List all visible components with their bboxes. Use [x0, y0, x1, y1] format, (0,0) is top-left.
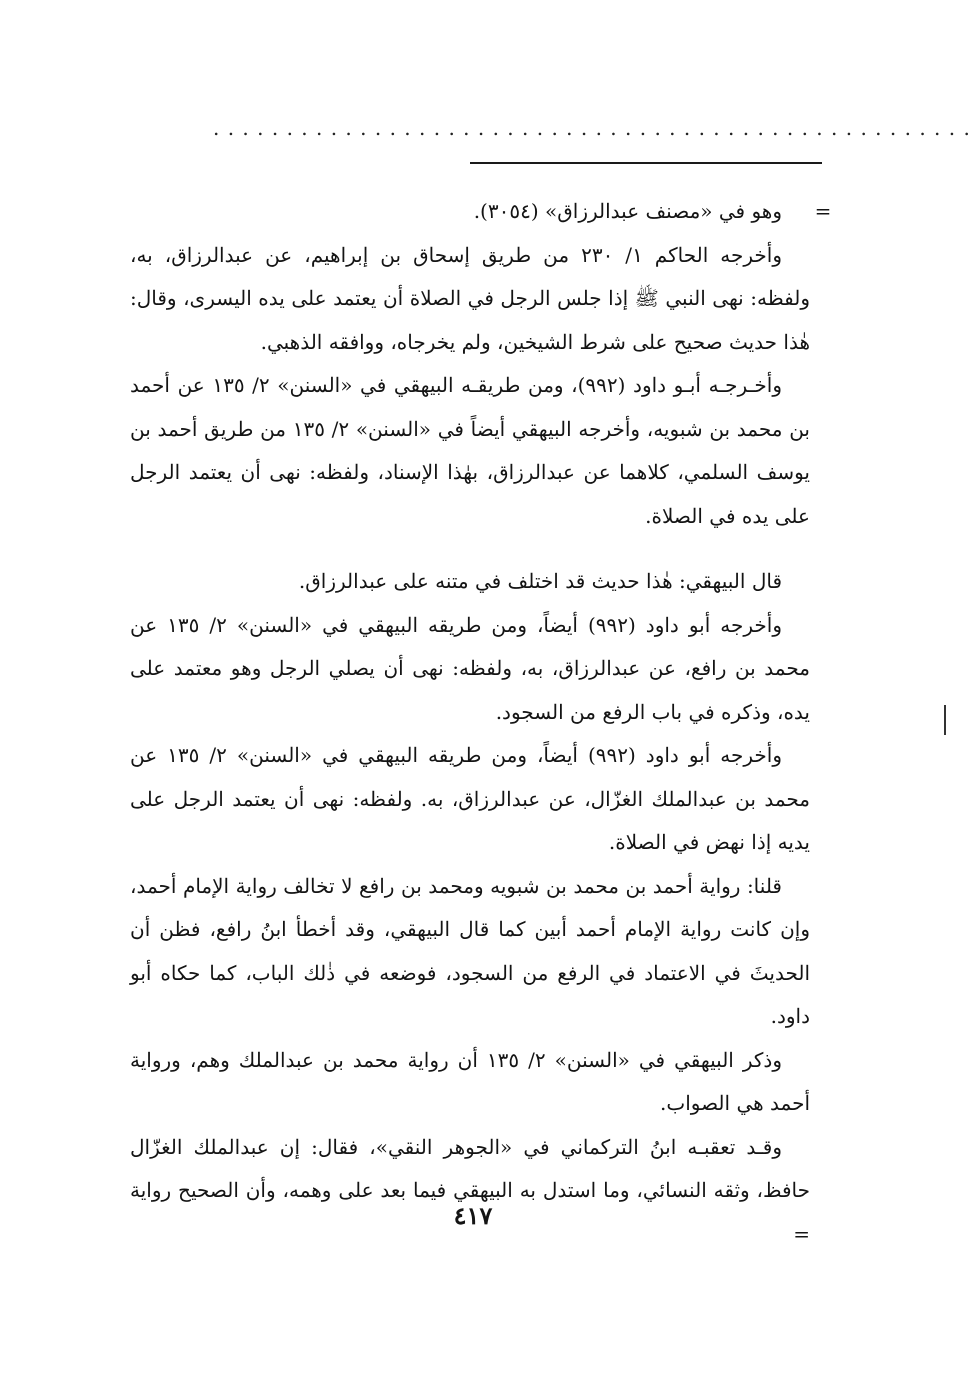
continuation-marker: = — [814, 199, 832, 223]
footnote-text — [130, 190, 810, 1256]
page-number: ٤١٧ — [453, 1201, 493, 1230]
paragraph-ibn-rafi-narration: وأخرجه أبو داود (٩٩٢) أيضاً، ومن طريقه البيهقي في «السنن» ٢/ ١٣٥ عن محمد بن رافع، عن عبدالرزاق، به، ولفظه: نهى أن يصلي الرجل وهو معتمد على يده، وذكره في باب الرفع من السجود. — [130, 612, 810, 724]
paragraph-bayhaqi-comment: قال البيهقي: هٰذا حديث قد اختلف في متنه على عبدالرزاق. — [298, 569, 782, 593]
paragraph-ghazzal-narration: وأخرجه أبو داود (٩٩٢) أيضاً، ومن طريقه البيهقي في «السنن» ٢/ ١٣٥ عن محمد بن عبدالملك الغزّال، عن عبدالرزاق، به. ولفظه: نهى أن يعتمد الرجل على يديه إذا نهض في الصلاة. — [130, 743, 810, 854]
paragraph-abu-dawud-narration: وأخـرجـه أبـو داود (٩٩٢)، ومن طريقـه البيهقي في «السنن» ٢/ ١٣٥ عن أحمد بن محمد بن شبويه، وأخرجه البيهقي أيضاً في «السنن» ٢/ ١٣٥ من طريق أحمد بن يوسف السلمي، كلاهما عن عبدالرزاق، بهٰذا الإسناد، ولفظه: نهى أن يعتمد الرجل على يده في الصلاة. — [130, 373, 810, 528]
paragraph-hakim-narration: وأخرجه الحاكم ١/ ٢٣٠ من طريق إسحاق بن إبراهيم، عن عبدالرزاق، به، ولفظه: نهى النبي ﷺ إذا جلس الرجل في الصلاة أن يعتمد على يده اليسرى، وقال: هٰذا حديث صحيح على شرط الشيخين، ولم يخرجاه، ووافقه الذهبي. — [130, 242, 811, 354]
footnote-separator-dots: . . . . . . . . . . . . . . . . . . . . . . . . . . . . . . . . . . . . . . . . . . . . . . . . . . . . — [213, 116, 971, 140]
footnote-separator-rule — [470, 162, 822, 164]
paragraph-turkmani-rebuttal: وقـد تعقبـه ابنُ التركماني في «الجوهر النقي»، فقال: إن عبدالملك الغزّال حافظ، وثقه النسائي، وما استدل به البيهقي فيما بعد على وهمه، وأن الصحيح رواية = — [130, 1134, 810, 1246]
paragraph-editors-note: قلنا: رواية أحمد بن محمد بن شبويه ومحمد بن رافع لا تخالف رواية الإمام أحمد، وإن كانت رواية الإمام أحمد أبين كما قال البيهقي، وقد أخطأ ابنُ رافع، فظن أن الحديثَ في الاعتماد في الرفع من السجود، فوضعه في ذٰلك الباب، كما حكاه أبو داود. — [130, 873, 810, 1028]
paragraph-musannaf-reference: وهو في «مصنف عبدالرزاق» (٣٠٥٤). — [473, 199, 782, 223]
paragraph-bayhaqi-sunan-note: وذكر البيهقي في «السنن» ٢/ ١٣٥ أن رواية محمد بن عبدالملك وهم، ورواية أحمد هي الصواب. — [130, 1047, 810, 1115]
margin-mark — [944, 705, 946, 735]
